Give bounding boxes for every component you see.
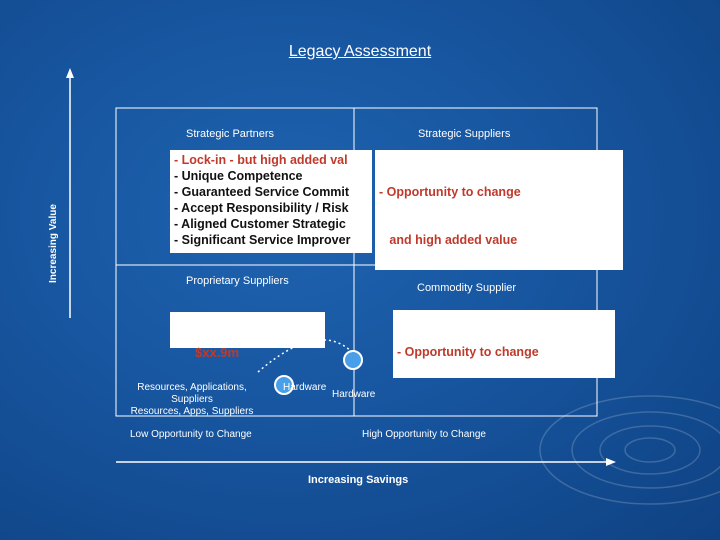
commodity-box [393,310,615,378]
proprietary-box [170,312,325,348]
quadrant-label-strategic-suppliers: Strategic Suppliers [418,128,511,140]
high-opportunity-label: High Opportunity to Change [362,429,486,440]
ripple-decoration [540,396,720,504]
box-line: - Guaranteed Service Commit [174,185,350,199]
box-line: - Aligned Customer Strategic [174,217,346,231]
hardware-label-2: Hardware [332,389,376,400]
box-line: - Unique Competence [174,169,303,183]
page-title: Legacy Assessment [288,43,432,60]
resources-label-line: Suppliers [171,394,213,405]
hardware-point [344,351,362,369]
box-line: - Lock-in - but high added val [174,153,348,167]
quadrant-label-commodity-supplier: Commodity Supplier [417,282,517,294]
hardware-label-1: Hardware [283,382,327,393]
resources-label-line: Resources, Apps, Suppliers [130,406,254,417]
strategic-partners-box [170,150,372,253]
y-axis-arrowhead [66,68,74,78]
quadrant-label-proprietary-suppliers: Proprietary Suppliers [186,275,289,287]
y-axis-label: Increasing Value [48,204,59,283]
quadrant-label-strategic-partners: Strategic Partners [186,128,275,140]
resources-label [124,382,260,418]
x-axis-label: Increasing Savings [308,474,409,486]
box-line: - Accept Responsibility / Risk [174,201,349,215]
box-line: - Opportunity to change [379,185,521,199]
proprietary-value: $xx.9m [195,345,240,360]
box-line: and high added value [379,233,518,247]
strategic-suppliers-box [375,150,623,270]
box-line: - Significant Service Improver [174,233,351,247]
box-line: - Opportunity to change [397,345,539,359]
low-opportunity-label: Low Opportunity to Change [130,429,252,440]
resources-label-line: Resources, Applications, [137,382,247,393]
